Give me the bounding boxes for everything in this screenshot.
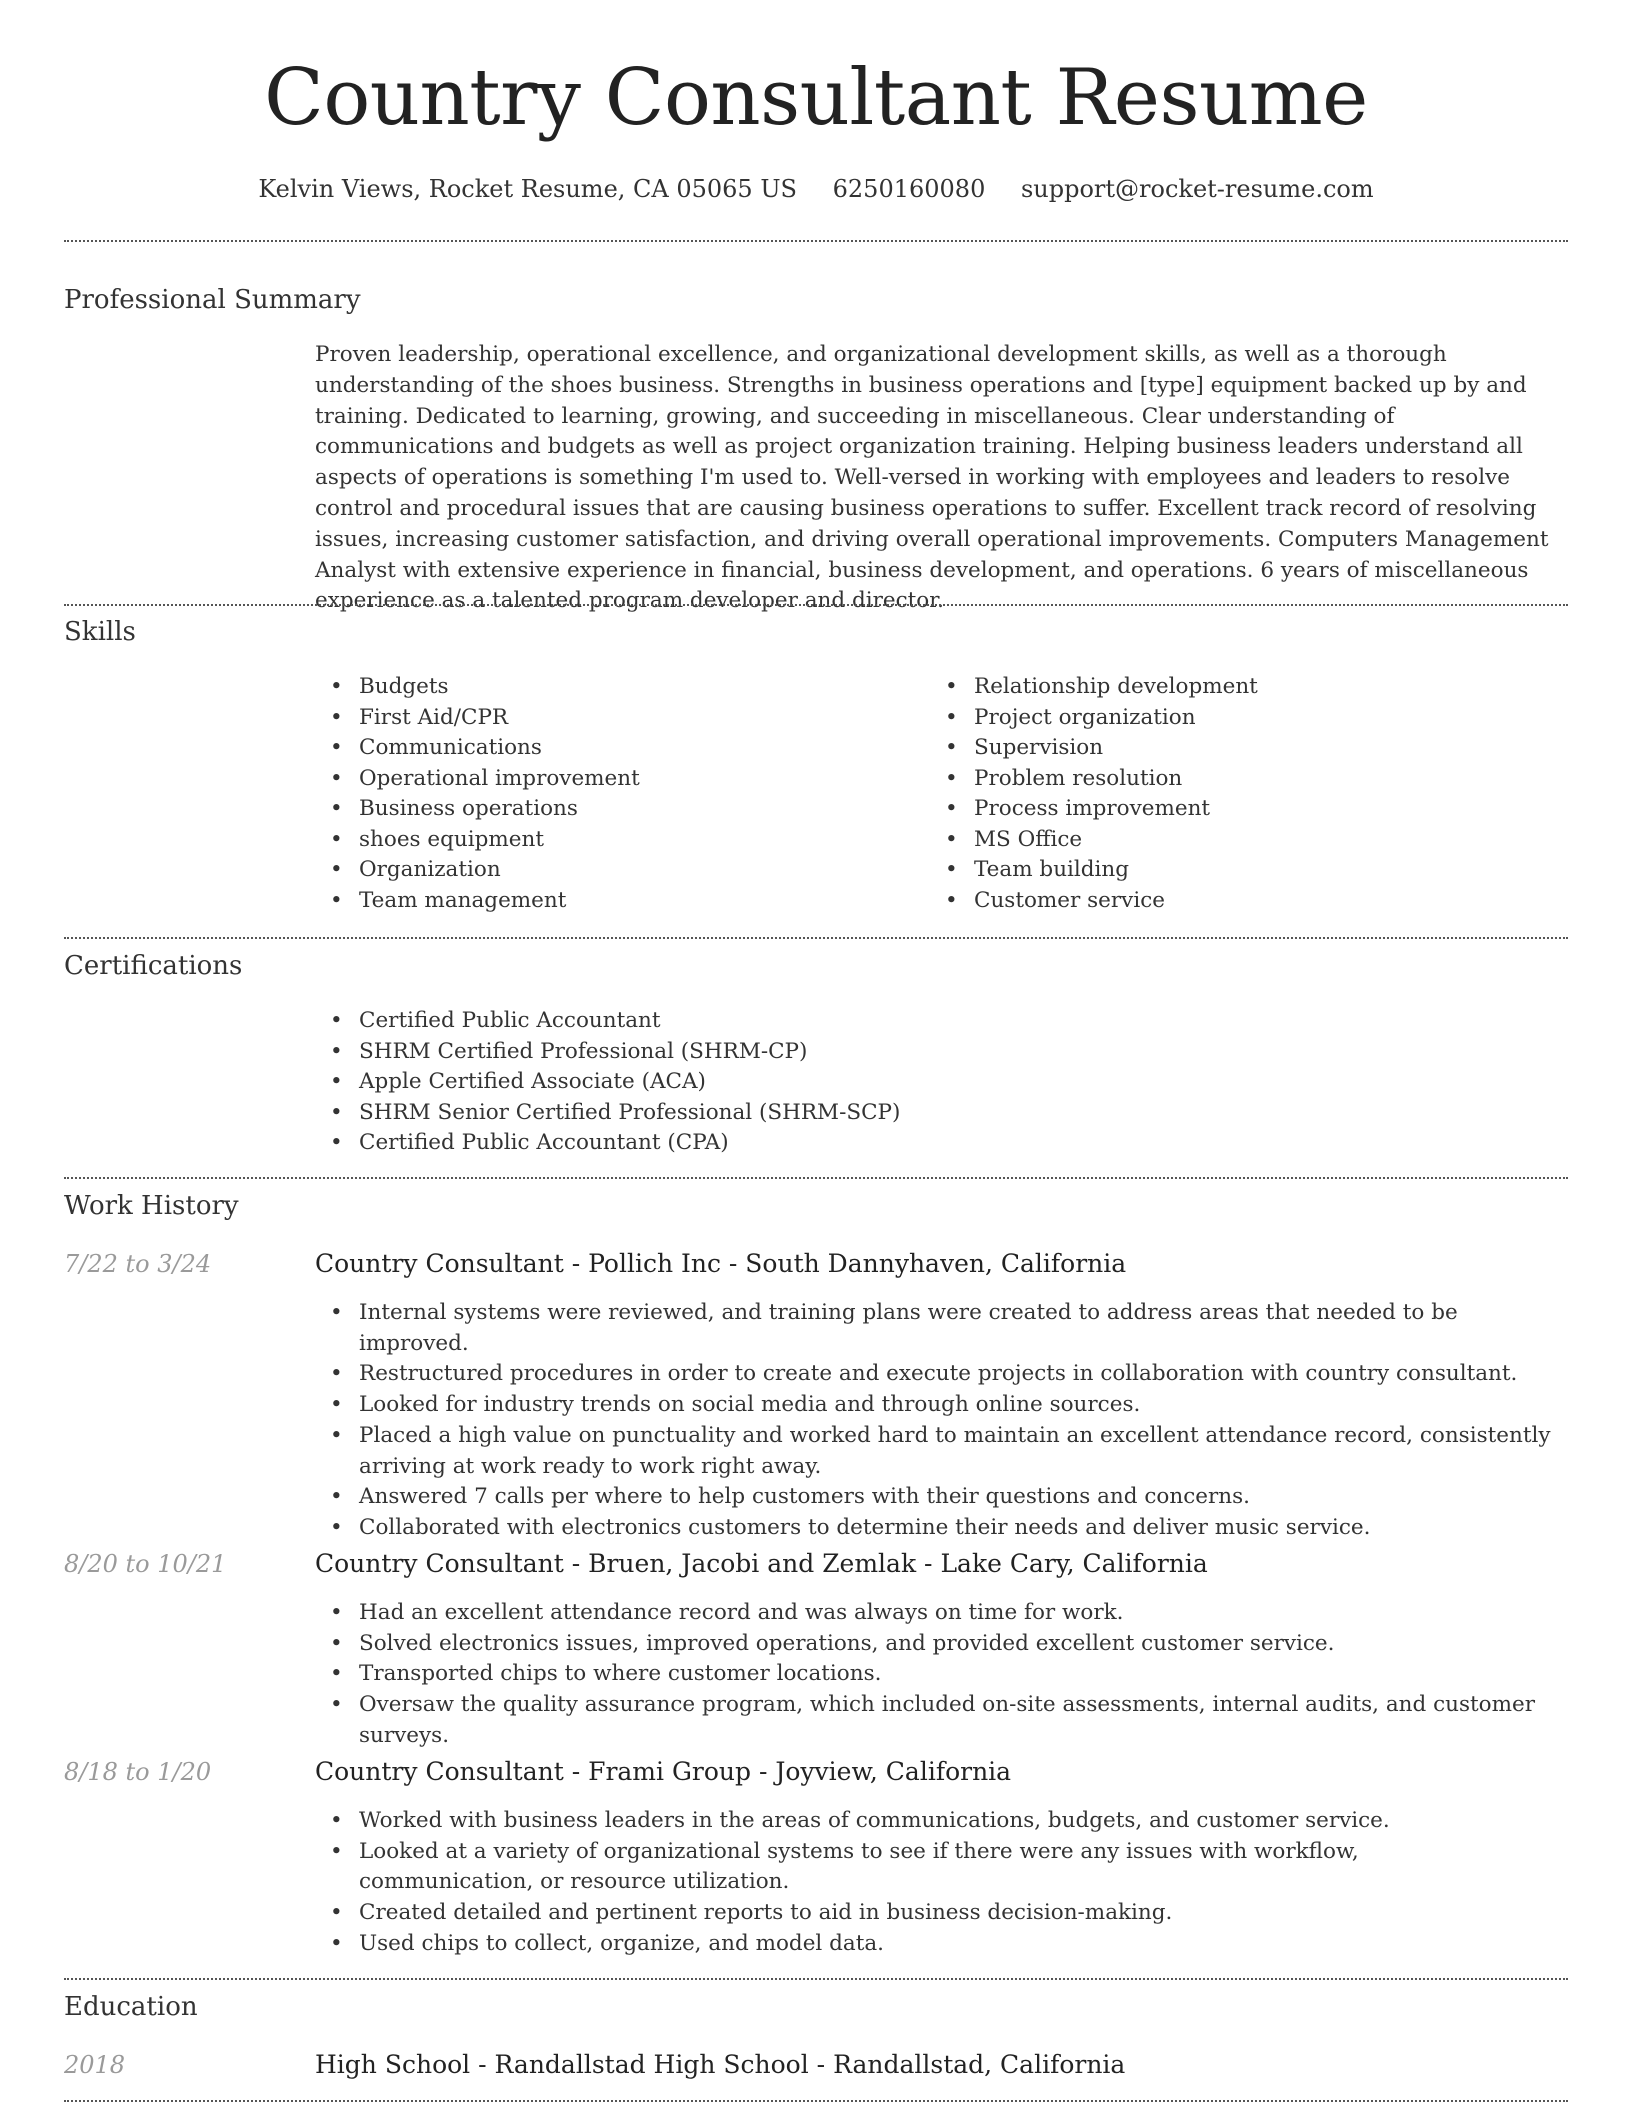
skill-item: • Problem resolution [930,764,1530,795]
duty-item: • Collaborated with electronics customers to determine their needs and deliver music service. [315,1513,1555,1544]
job-title: Country Consultant - Bruen, Jacobi and Zemlak - Lake Cary, California [315,1549,1208,1578]
skill-item: • Organization [315,855,905,886]
job-dates: 8/20 to 10/21 [64,1550,227,1578]
duty-item: • Created detailed and pertinent reports to aid in business decision-making. [315,1898,1515,1929]
contact-line [0,170,1632,208]
duty-item: • Restructured procedures in order to create and execute projects in collaboration with country consultant. [315,1359,1555,1390]
section-divider [64,1177,1568,1179]
resume-title: Country Consultant Resume [264,53,1368,143]
duty-item: • Solved electronics issues, improved operations, and provided excellent customer service. [315,1629,1565,1660]
skill-item: • Operational improvement [315,764,905,795]
job-title: Country Consultant - Pollich Inc - South Dannyhaven, California [315,1249,1127,1278]
section-divider [64,240,1568,242]
duty-item: • Looked for industry trends on social media and through online sources. [315,1390,1555,1421]
certification-item: • Certified Public Accountant (CPA) [315,1128,1515,1159]
skill-item: • First Aid/CPR [315,703,905,734]
duty-item: • Had an excellent attendance record and was always on time for work. [315,1598,1565,1629]
section-divider [64,1978,1568,1980]
skill-item: • shoes equipment [315,825,905,856]
job-dates: 7/22 to 3/24 [64,1250,212,1278]
education-heading: Education [64,1992,198,2022]
certification-item: • SHRM Senior Certified Professional (SHRM-SCP) [315,1098,1515,1129]
skills-heading: Skills [64,617,136,647]
contact-email: support@rocket-resume.com [1020,175,1374,203]
skill-item: • Business operations [315,794,905,825]
certifications-heading: Certifications [64,951,243,981]
skill-item: • Team management [315,886,905,917]
duty-item: • Looked at a variety of organizational systems to see if there were any issues with workflow, communication, or resource utilization. [315,1837,1515,1898]
skill-item: • Project organization [930,703,1530,734]
education-title: High School - Randallstad High School - Randallstad, California [315,2050,1126,2079]
skill-item: • Process improvement [930,794,1530,825]
job-title: Country Consultant - Frami Group - Joyview, California [315,1757,1012,1786]
skill-item: • Team building [930,855,1530,886]
job-duties-list [315,1598,1565,1752]
job-duties-list [315,1298,1555,1544]
skills-list-right [930,672,1530,916]
skill-item: • Relationship development [930,672,1530,703]
contact-phone: 6250160080 [832,175,986,203]
certification-item: • SHRM Certified Professional (SHRM-CP) [315,1037,1515,1068]
summary-heading: Professional Summary [64,285,361,315]
education-year: 2018 [64,2051,126,2079]
duty-item: • Transported chips to where customer locations. [315,1659,1565,1690]
work-history-heading: Work History [64,1191,239,1221]
job-dates: 8/18 to 1/20 [64,1758,212,1786]
section-divider [64,937,1568,939]
skill-item: • Customer service [930,886,1530,917]
section-divider [64,2100,1568,2102]
duty-item: • Placed a high value on punctuality and worked hard to maintain an excellent attendance record, consistently arriving at work ready to work right away. [315,1421,1555,1482]
duty-item: • Oversaw the quality assurance program, which included on-site assessments, internal audits, and customer surveys. [315,1690,1565,1751]
skill-item: • MS Office [930,825,1530,856]
section-divider [64,604,1568,606]
duty-item: • Answered 7 calls per where to help customers with their questions and concerns. [315,1482,1555,1513]
certification-item: • Apple Certified Associate (ACA) [315,1067,1515,1098]
certifications-list [315,1006,1515,1159]
contact-address: Kelvin Views, Rocket Resume, CA 05065 US [258,175,797,203]
duty-item: • Used chips to collect, organize, and model data. [315,1929,1515,1960]
skill-item: • Communications [315,733,905,764]
summary-text: Proven leadership, operational excellence, and organizational development skills, as well as a thorough understanding of the shoes business. Strengths in business operations and [type] equipment backed up by and training. Dedicated to learning, growing, and succeeding in miscellaneous. Clear understanding of communications and budgets as well as project organization training. Helping business leaders understand all aspects of operations is something I'm used to. Well-versed in working with employees and leaders to resolve control and procedural issues that are causing business operations to suffer. Excellent track record of resolving issues, increasing customer satisfaction, and driving overall operational improvements. Computers Management Analyst with extensive experience in financial, business development, and operations. 6 years of miscellaneous experience as a talented program developer and director. [315,342,1549,614]
skills-list-left [315,672,905,916]
job-duties-list [315,1806,1515,1960]
duty-item: • Internal systems were reviewed, and training plans were created to address areas that needed to be improved. [315,1298,1555,1359]
duty-item: • Worked with business leaders in the areas of communications, budgets, and customer service. [315,1806,1515,1837]
certification-item: • Certified Public Accountant [315,1006,1515,1037]
skill-item: • Supervision [930,733,1530,764]
skill-item: • Budgets [315,672,905,703]
